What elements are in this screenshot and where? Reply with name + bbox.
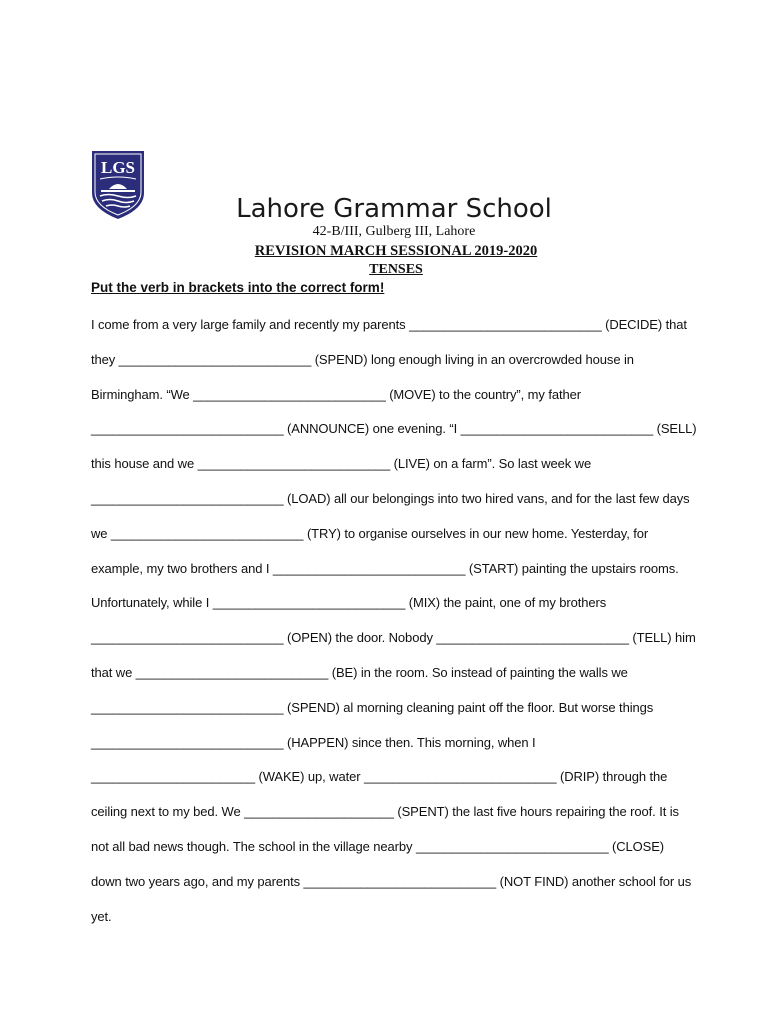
passage-line: _______________________ (WAKE) up, water ___________________________ (DRIP) through the [91, 769, 668, 785]
instruction-text: Put the verb in brackets into the correct form! [91, 280, 385, 295]
passage-line: this house and we ___________________________ (LIVE) on a farm”. So last week we [91, 456, 592, 472]
school-address: 42-B/III, Gulberg III, Lahore [312, 224, 476, 239]
passage-line: not all bad news though. The school in the village nearby ___________________________ (CLOSE) [91, 838, 665, 854]
passage-line: ceiling next to my bed. We _____________________ (SPENT) the last five hours repairing the roof. It is [91, 804, 679, 820]
passage-line: I come from a very large family and recently my parents ___________________________ (DECIDE) that [91, 317, 687, 332]
passage-line: we ___________________________ (TRY) to organise ourselves in our new home. Yesterday, for [91, 525, 649, 541]
school-name: Lahore Grammar School [236, 194, 552, 224]
passage-line: Birmingham. “We ___________________________ (MOVE) to the country”, my father [91, 386, 581, 402]
passage-line: ___________________________ (OPEN) the door. Nobody ___________________________ (TELL) him [91, 630, 696, 646]
passage-line: Unfortunately, while I ___________________________ (MIX) the paint, one of my brothers [91, 595, 607, 611]
passage-line: ___________________________ (HAPPEN) since then. This morning, when I [91, 734, 536, 750]
passage-line: ___________________________ (ANNOUNCE) one evening. “I ___________________________ (SELL) [91, 421, 697, 437]
passage-line: they ___________________________ (SPEND) long enough living in an overcrowded house in [91, 351, 634, 367]
passage-line: example, my two brothers and I ___________________________ (START) painting the upstairs rooms. [91, 560, 679, 576]
logo-text: LGS [100, 158, 136, 177]
passage-line: ___________________________ (SPEND) al morning cleaning paint off the floor. But worse things [91, 699, 654, 715]
exam-title: REVISION MARCH SESSIONAL 2019-2020 [254, 243, 538, 259]
subject-title: TENSES [369, 262, 423, 277]
passage-line: that we ___________________________ (BE) in the room. So instead of painting the walls we [91, 664, 628, 680]
passage-line: down two years ago, and my parents ___________________________ (NOT FIND) another school for us [91, 873, 692, 889]
passage-line: ___________________________ (LOAD) all our belongings into two hired vans, and for the last few days [91, 490, 690, 506]
exercise-passage [91, 316, 697, 942]
passage-line: yet. [91, 908, 112, 924]
